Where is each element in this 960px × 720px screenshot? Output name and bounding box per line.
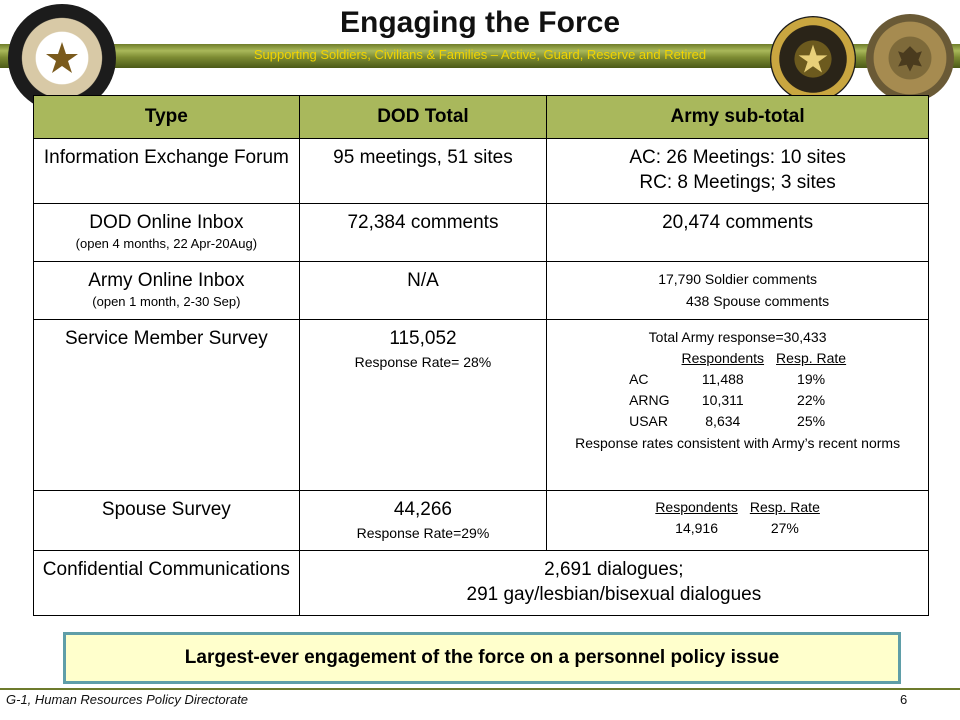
row-army-subtotal [547,139,929,204]
component-respondents: 10,311 [701,392,744,408]
component-respondents: 8,634 [705,413,741,429]
table-row-dod-online-inbox [34,204,929,262]
army-response-note: Response rates consistent with Army’s recent norms [575,435,901,451]
department-seal-icon [866,14,954,102]
resp-rate-header: Resp. Rate [749,499,820,515]
key-takeaway-callout: Largest-ever engagement of the force on a personnel policy issue [63,632,901,684]
row-type-note: (open 4 months, 22 Apr-20Aug) [75,236,258,251]
deputy-chief-of-staff-g1-seal-icon [770,16,856,102]
row-type [34,262,300,320]
dod-response-rate: Response Rate=29% [356,525,490,541]
row-type-note: (open 1 month, 2-30 Sep) [92,294,241,309]
row-type [34,491,300,551]
dod-total-value: 115,052 [389,328,457,349]
row-type-label: DOD Online Inbox [89,212,244,233]
footer-directorate: G-1, Human Resources Policy Directorate [6,692,249,707]
army-spouse-comments: 438 Spouse comments [685,293,830,309]
spouse-response-table [649,497,826,539]
row-type [34,551,300,616]
row-army-subtotal [547,320,929,491]
table-header-row [34,96,929,139]
row-type [34,320,300,491]
army-component-table [623,348,852,432]
page-title: Engaging the Force [339,6,621,39]
component-name: ARNG [629,392,670,408]
army-rc-line: RC: 8 Meetings; 3 sites [639,172,836,193]
row-dod-total: 72,384 comments [299,204,546,262]
row-dod-total [299,491,546,551]
glb-dialogues: 291 gay/lesbian/bisexual dialogues [466,584,762,605]
row-army-subtotal: 20,474 comments [547,204,929,262]
component-row [623,369,852,390]
row-dod-total [299,320,546,491]
column-header-army-subtotal: Army sub-total [547,96,929,139]
row-combined-total [299,551,928,616]
respondents-header: Respondents [681,350,765,366]
spouse-respondents: 14,916 [675,520,718,536]
row-type-label: Confidential Communications [42,559,290,580]
page-number: 6 [900,692,908,707]
row-dod-total: 95 meetings, 51 sites [299,139,546,204]
dialogues-total: 2,691 dialogues; [544,559,684,580]
column-header-type: Type [34,96,300,139]
row-type-label: Service Member Survey [64,328,268,349]
engagement-table [33,95,929,616]
component-row [623,411,852,432]
row-type-label: Army Online Inbox [88,270,245,291]
spouse-header-row [649,497,826,518]
army-ac-line: AC: 26 Meetings: 10 sites [629,147,846,168]
component-name: USAR [629,413,668,429]
row-type [34,139,300,204]
component-name: AC [629,371,649,387]
spouse-rate: 27% [770,520,799,536]
row-type [34,204,300,262]
table-row-confidential-communications [34,551,929,616]
army-soldier-comments: 17,790 Soldier comments [658,271,817,287]
dod-total-value: 44,266 [393,499,453,520]
row-type-label: Spouse Survey [101,499,231,520]
row-type-label: Information Exchange Forum [43,147,289,168]
component-rate: 19% [797,371,826,387]
component-rate: 25% [797,413,826,429]
column-header-dod-total: DOD Total [299,96,546,139]
table-row-info-exchange-forum [34,139,929,204]
component-row [623,390,852,411]
army-total-response: Total Army response=30,433 [648,329,827,345]
table-row-service-member-survey [34,320,929,491]
footer-divider [0,688,960,690]
component-respondents: 11,488 [701,371,744,387]
row-army-subtotal [547,262,929,320]
respondents-header: Respondents [655,499,738,515]
table-row-army-online-inbox [34,262,929,320]
spouse-value-row [649,518,826,539]
resp-rate-header: Resp. Rate [776,350,847,366]
dod-response-rate: Response Rate= 28% [354,354,492,370]
page-subtitle: Supporting Soldiers, Civilians & Families – Active, Guard, Reserve and Retired [253,47,707,62]
table-row-spouse-survey [34,491,929,551]
row-dod-total: N/A [299,262,546,320]
row-army-subtotal [547,491,929,551]
component-rate: 22% [797,392,826,408]
component-header-row [623,348,852,369]
